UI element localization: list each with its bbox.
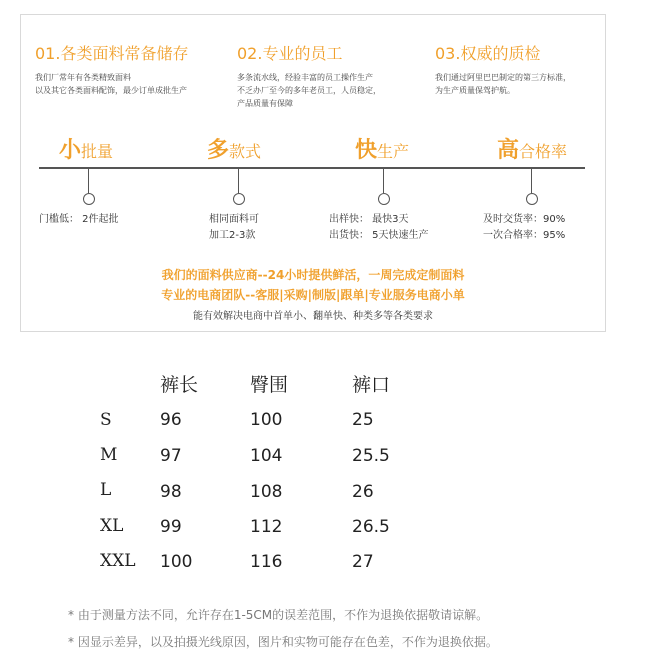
- table-cell: 97: [160, 446, 182, 466]
- detail-low-threshold: [39, 212, 119, 228]
- table-cell: 100: [250, 410, 283, 430]
- table-cell: 25.5: [352, 446, 390, 466]
- slogan-supplier: 我们的面料供应商--24小时提供鲜活，一周完成定制面料: [161, 268, 465, 282]
- feature-line: 我们通过阿里巴巴制定的第三方标准，: [435, 73, 571, 82]
- pillar-key: 小: [59, 138, 82, 163]
- table-cell: 27: [352, 552, 374, 572]
- feature-description: [237, 71, 381, 110]
- table-cell: 26.5: [352, 517, 390, 537]
- table-cell: 104: [250, 446, 283, 466]
- table-cell: 116: [250, 552, 283, 572]
- detail-line: 相同面料可: [209, 214, 259, 225]
- feature-title: 03.权威的质检: [435, 44, 541, 63]
- slogan-team: 专业的电商团队--客服|采购|制版|跟单|专业服务电商小单: [161, 288, 465, 302]
- slogan-summary: 能有效解决电商中首单小、翻单快、种类多等各类要求: [193, 311, 433, 322]
- feature-title: 02.专业的员工: [237, 44, 343, 63]
- feature-line: 不乏办厂至今的多年老员工，人员稳定，: [237, 86, 381, 95]
- detail-line: 出样快： 最快3天: [329, 214, 409, 225]
- size-label: S: [100, 410, 112, 430]
- size-label: XXL: [100, 551, 136, 571]
- pillar-rest: 款式: [229, 142, 262, 161]
- timeline-line: [39, 167, 585, 169]
- pillar-many-styles: [207, 133, 261, 164]
- size-table: [0, 360, 652, 580]
- header-length: 裤长: [160, 374, 199, 396]
- table-cell: 26: [352, 482, 374, 502]
- pillar-key: 高: [497, 138, 520, 163]
- promo-panel: [20, 14, 606, 332]
- feature-line: 为生产质量保驾护航。: [435, 86, 515, 95]
- pillar-key: 多: [207, 138, 230, 163]
- note-color-difference: * 因显示差异，以及拍摄光线原因，图片和实物可能存在色差，不作为退换依据。: [68, 635, 498, 649]
- size-label: L: [100, 480, 112, 500]
- note-measurement: * 由于测量方法不同，允许存在1-5CM的误差范围，不作为退换依据敬请谅解。: [68, 608, 489, 622]
- feature-description: [35, 71, 187, 97]
- feature-description: [435, 71, 571, 97]
- detail-line: 出货快： 5天快速生产: [329, 230, 429, 241]
- detail-line: 一次合格率：95%: [483, 230, 566, 241]
- table-cell: 25: [352, 410, 374, 430]
- feature-line: 以及其它各类面料配饰，最少订单成批生产: [35, 86, 187, 95]
- header-hem: 裤口: [352, 374, 391, 396]
- pillar-rest: 生产: [377, 142, 410, 161]
- table-cell: 108: [250, 482, 283, 502]
- size-label: M: [100, 445, 118, 465]
- table-cell: 96: [160, 410, 182, 430]
- pillar-fast-production: [355, 133, 409, 164]
- detail-styles: [209, 212, 259, 244]
- header-hip: 臀围: [250, 374, 289, 396]
- feature-title: 01.各类面料常备储存: [35, 44, 189, 63]
- detail-line: 加工2-3款: [209, 230, 256, 241]
- feature-line: 多条流水线，经验丰富的员工操作生产: [237, 73, 373, 82]
- pillar-small-batch: [59, 133, 113, 164]
- feature-line: 产品质量有保障: [237, 99, 293, 108]
- pillar-key: 快: [355, 138, 378, 163]
- size-label: XL: [100, 516, 124, 536]
- detail-line: 及时交货率：90%: [483, 214, 566, 225]
- pillar-rest: 合格率: [519, 142, 568, 161]
- feature-line: 我们厂常年有各类精致面料: [35, 73, 131, 82]
- table-cell: 99: [160, 517, 182, 537]
- pillar-pass-rate: [497, 133, 567, 164]
- detail-line: 门槛低： 2件起批: [39, 214, 119, 225]
- detail-rates: [483, 212, 565, 244]
- table-cell: 98: [160, 482, 182, 502]
- detail-speed: [329, 212, 429, 244]
- table-cell: 112: [250, 517, 283, 537]
- table-cell: 100: [160, 552, 193, 572]
- pillar-rest: 批量: [81, 142, 114, 161]
